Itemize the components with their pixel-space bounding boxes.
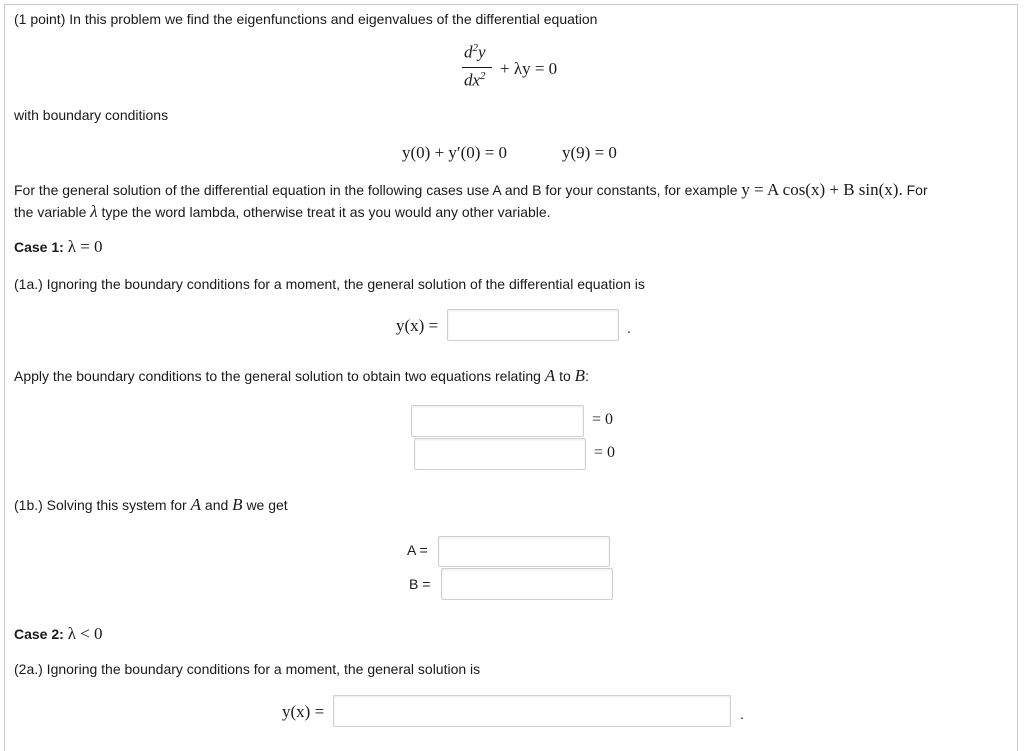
bc-second: y(9) = 0 — [562, 143, 617, 162]
case1-general-solution-input[interactable] — [447, 309, 619, 341]
case2-general-solution-input[interactable] — [333, 695, 731, 727]
case2-part-a-text: (2a.) Ignoring the boundary conditions for a moment, the general solution is — [14, 661, 481, 677]
case1-A-input[interactable] — [438, 536, 610, 567]
case1-bc-equation-1-input[interactable] — [411, 405, 584, 437]
case1-part-b-text: (1b.) Solving this system for A and B we get — [14, 495, 288, 514]
case1-part-a-text: (1a.) Ignoring the boundary conditions for a moment, the general solution of the differential equation is — [14, 276, 645, 292]
case1-bc-equation-2-input[interactable] — [414, 438, 586, 470]
instructions-line-1: For the general solution of the differential equation in the following cases use A and B for your constants, for example y = A cos(x) + B sin(x). For — [14, 180, 928, 199]
case1-B-input[interactable] — [441, 568, 613, 600]
period-1: . — [627, 320, 631, 336]
fraction-bar — [462, 67, 492, 68]
a-label: A = — [407, 542, 428, 558]
case1-heading: Case 1: λ = 0 — [14, 237, 103, 256]
apply-bc-text: Apply the boundary conditions to the general solution to obtain two equations relating A to B: — [14, 366, 589, 385]
eq-zero-2: = 0 — [594, 444, 616, 461]
bc-label: with boundary conditions — [14, 107, 169, 123]
bc-first: y(0) + y′(0) = 0 — [402, 143, 508, 162]
case1-yx-label: y(x) = — [396, 316, 439, 335]
period-2: . — [740, 706, 744, 722]
case2-yx-label: y(x) = — [282, 702, 325, 721]
equation-rest: + λy = 0 — [500, 59, 558, 78]
b-label: B = — [409, 576, 431, 592]
case2-heading: Case 2: λ < 0 — [14, 624, 103, 643]
eq-zero-1: = 0 — [592, 411, 614, 428]
equation-denominator: $dx^2$ — [464, 70, 486, 90]
equation-numerator: $d^2y$ — [464, 42, 486, 62]
instructions-line-2: the variable λ type the word lambda, otherwise treat it as you would any other variable. — [14, 202, 551, 221]
intro-text: (1 point) In this problem we find the eigenfunctions and eigenvalues of the differential equation — [14, 11, 598, 27]
